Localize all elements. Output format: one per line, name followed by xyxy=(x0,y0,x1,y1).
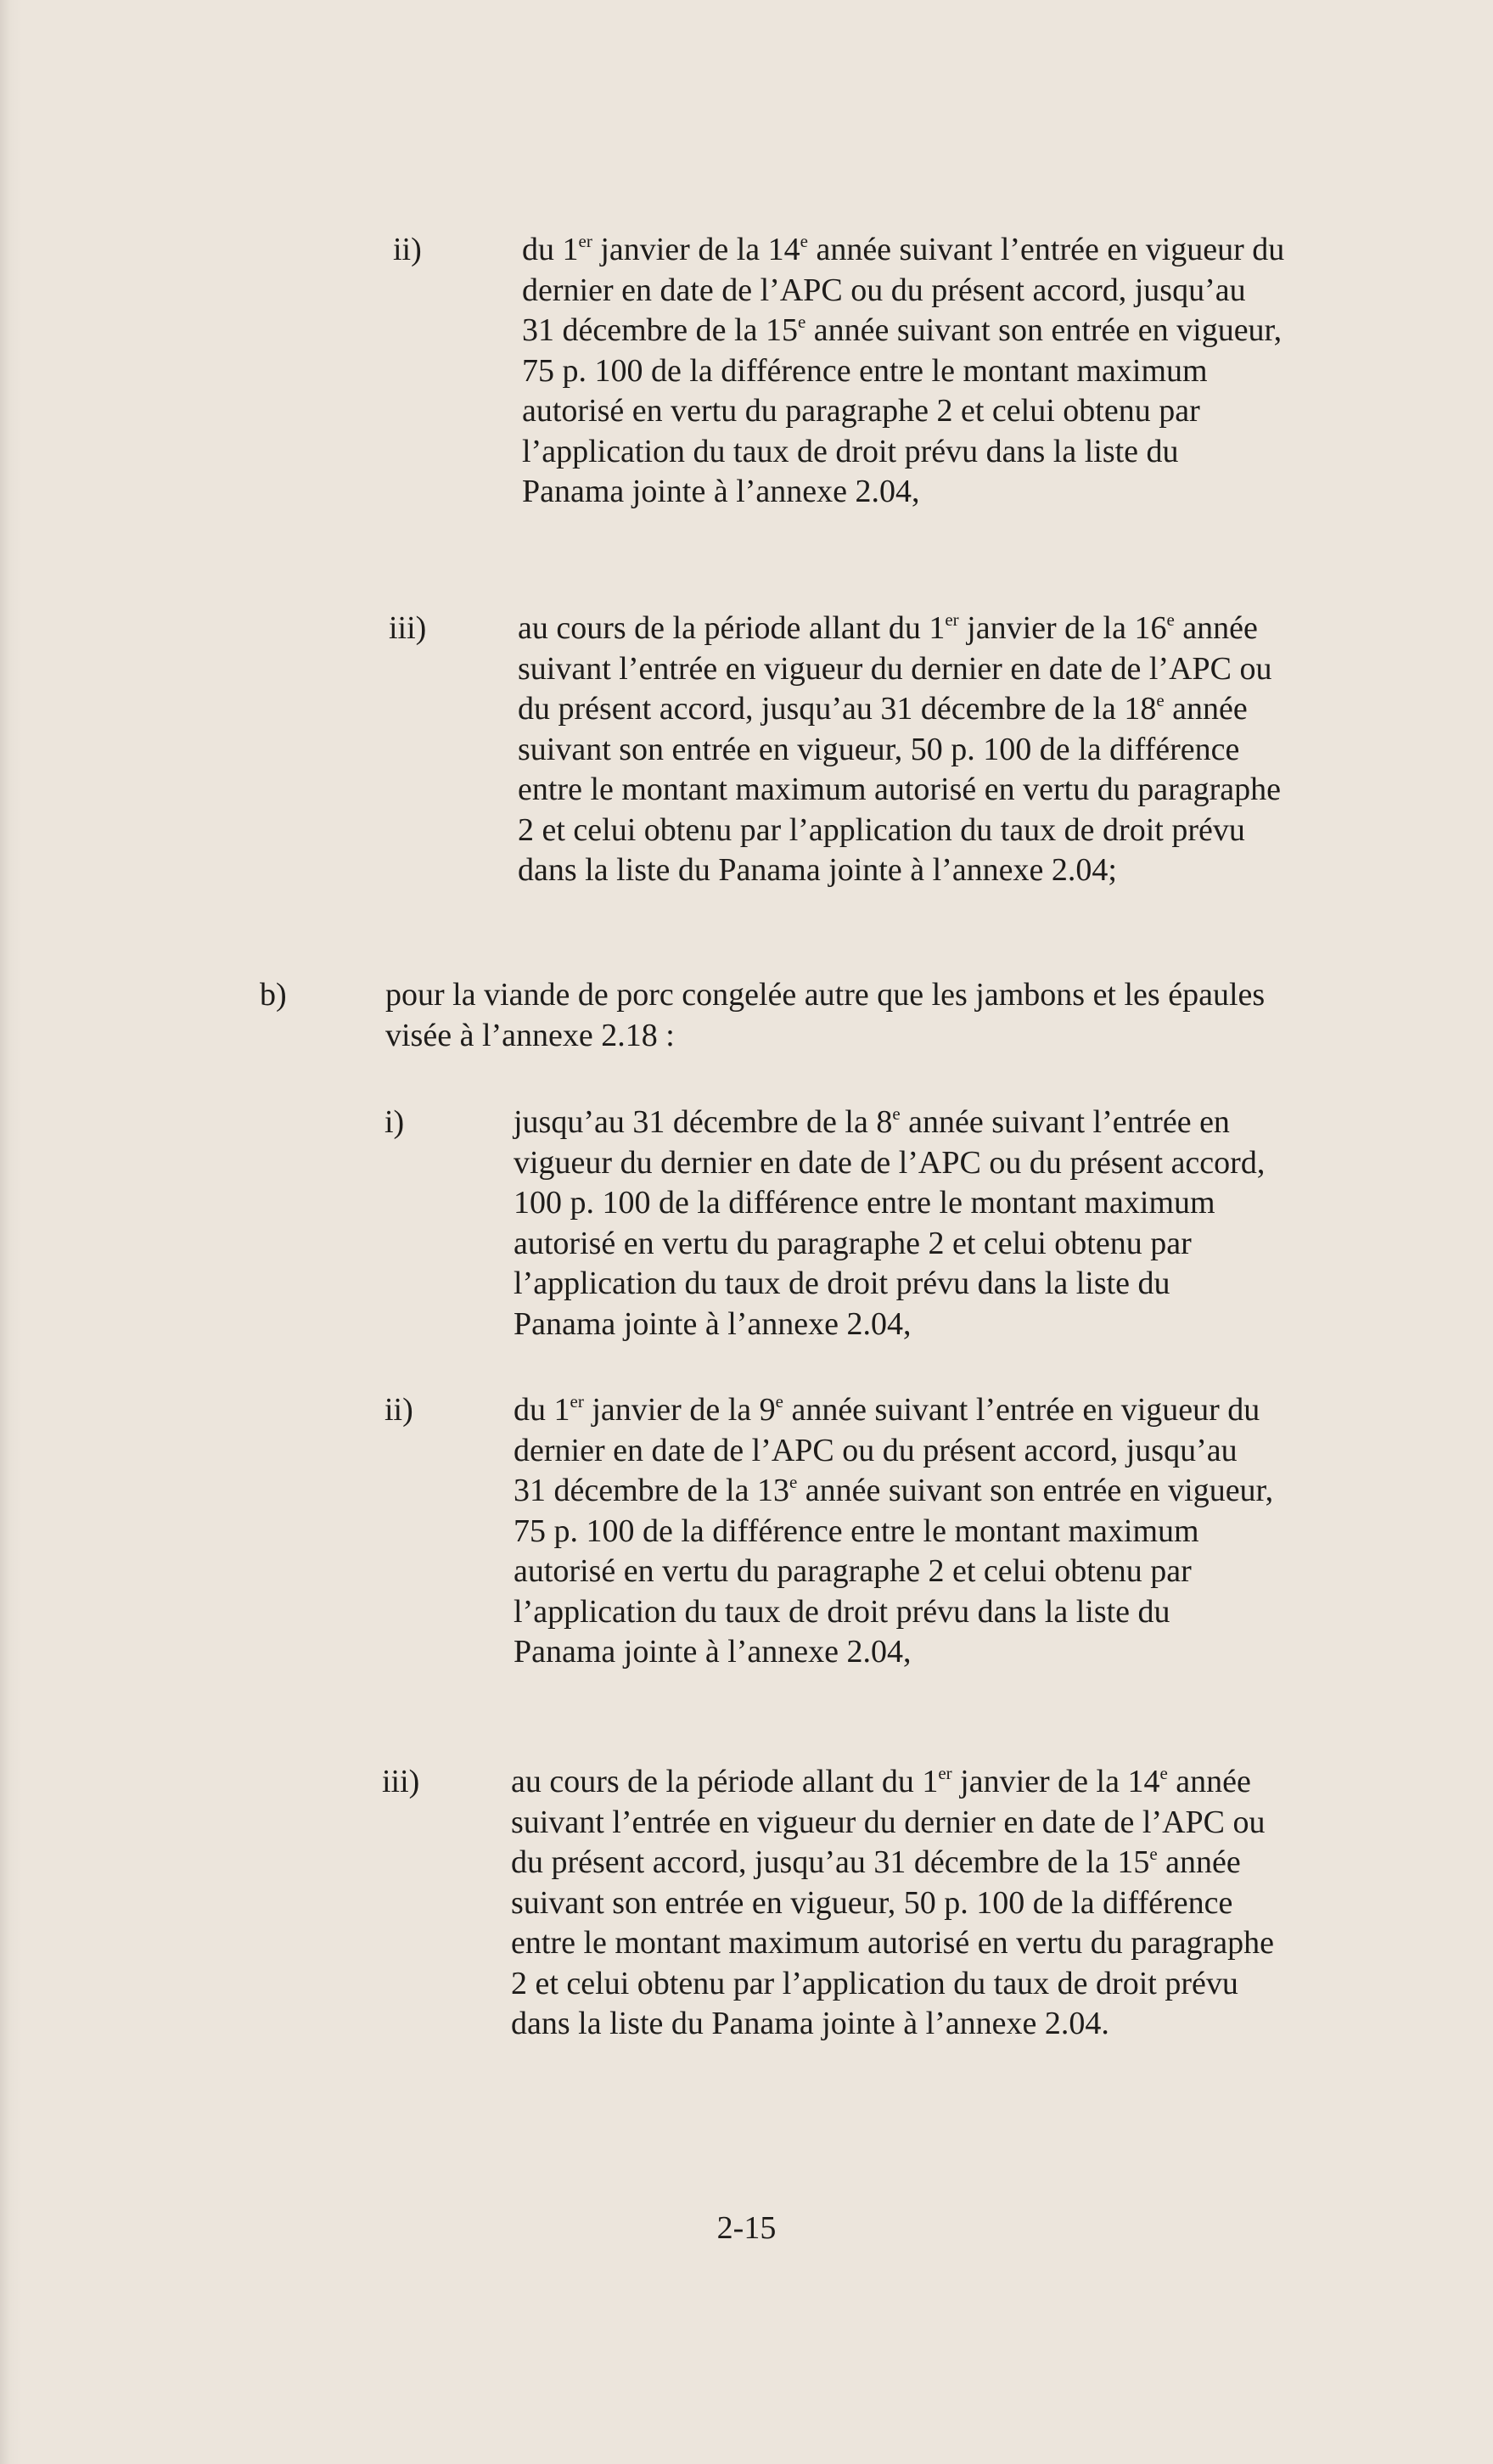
item-text: du 1er janvier de la 9e année suivant l’entrée en vigueur du dernier en date de l’APC ou du présent accord, jusqu’au 31 décembre de la 13e année suivant son entrée en vigueur, 75 p. 100 de la différence entre le montant maximum autorisé en vertu du paragraphe 2 et celui obtenu par l’application du taux de droit prévu dans la liste du Panama jointe à l’annexe 2.04, xyxy=(514,1391,1274,1670)
item-marker: i) xyxy=(384,1104,405,1140)
item-marker: iii) xyxy=(382,1764,420,1799)
list-item xyxy=(384,1103,1277,1344)
item-text: pour la viande de porc congelée autre que les jambons et les épaules visée à l’annexe 2.18 : xyxy=(385,977,1266,1053)
list-item xyxy=(384,1390,1277,1673)
item-marker: ii) xyxy=(393,232,422,267)
list-item xyxy=(382,1762,1275,2045)
item-text: au cours de la période allant du 1er janvier de la 14e année suivant l’entrée en vigueur du dernier en date de l’APC ou du présent accord, jusqu’au 31 décembre de la 15e année suivant son entrée en vigueur, 50 p. 100 de la différence entre le montant maximum autorisé en vertu du paragraphe 2 et celui obtenu par l’application du taux de droit prévu dans la liste du Panama jointe à l’annexe 2.04. xyxy=(511,1763,1275,2041)
list-item xyxy=(393,230,1286,513)
list-item xyxy=(389,609,1282,891)
item-text: jusqu’au 31 décembre de la 8e année suivant l’entrée en vigueur du dernier en date de l’APC ou du présent accord, 100 p. 100 de la différence entre le montant maximum autorisé en vertu du paragraphe 2 et celui obtenu par l’application du taux de droit prévu dans la liste du Panama jointe à l’annexe 2.04, xyxy=(514,1103,1266,1342)
item-marker: b) xyxy=(260,977,287,1013)
item-text: au cours de la période allant du 1er janvier de la 16e année suivant l’entrée en vigueur du dernier en date de l’APC ou du présent accord, jusqu’au 31 décembre de la 18e année suivant son entrée en vigueur, 50 p. 100 de la différence entre le montant maximum autorisé en vertu du paragraphe 2 et celui obtenu par l’application du taux de droit prévu dans la liste du Panama jointe à l’annexe 2.04; xyxy=(518,609,1282,888)
item-marker: iii) xyxy=(389,610,427,646)
page-number: 2-15 xyxy=(716,2210,777,2246)
item-text: du 1er janvier de la 14e année suivant l’entrée en vigueur du dernier en date de l’APC ou du présent accord, jusqu’au 31 décembre de la 15e année suivant son entrée en vigueur, 75 p. 100 de la différence entre le montant maximum autorisé en vertu du paragraphe 2 et celui obtenu par l’application du taux de droit prévu dans la liste du Panama jointe à l’annexe 2.04, xyxy=(522,231,1285,509)
list-item xyxy=(260,975,1285,1056)
item-marker: ii) xyxy=(384,1392,413,1428)
